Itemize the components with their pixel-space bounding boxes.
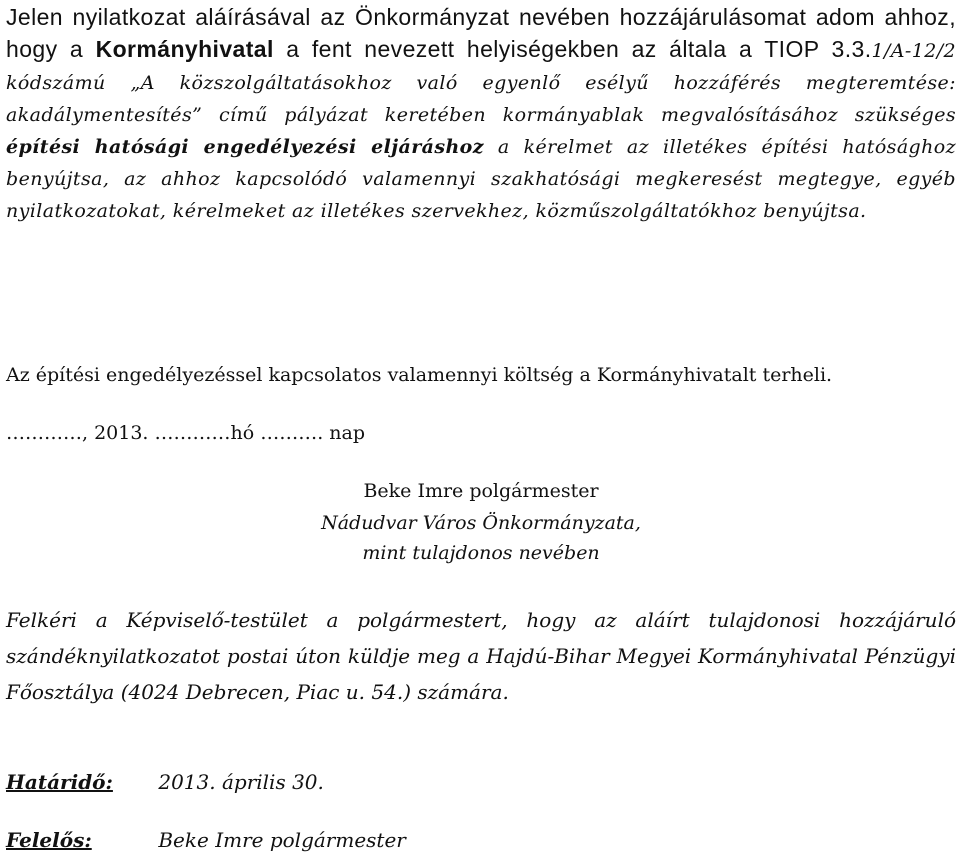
signatory-name: Beke Imre polgármester	[363, 480, 599, 502]
signatory-capacity: mint tulajdonos nevében	[362, 542, 600, 564]
consent-project: 1/A-12/2 kódszámú „A közszolgáltatásokhoz való egyenlő esélyű hozzáférés megteremtése: akadálymentesítés” című pályázat keretében kormányablak megvalósításához szükséges	[6, 40, 957, 126]
responsible-value: Beke Imre polgármester	[158, 828, 406, 852]
deadline-row	[6, 770, 324, 794]
deadline-value: 2013. április 30.	[158, 770, 324, 794]
consent-agency: Kormányhivatal	[95, 36, 274, 62]
responsible-label: Felelős:	[6, 828, 92, 852]
request-paragraph: Felkéri a Képviselő-testület a polgármestert, hogy az aláírt tulajdonosi hozzájáruló szándéknyilatkozatot postai úton küldje meg a Hajdú-Bihar Megyei Kormányhivatal Pénzügyi Főosztálya (4024 Debrecen, Piac u. 54.) számára.	[6, 608, 956, 704]
consent-intro: Jelen nyilatkozat aláírásával az Önkormányzat nevében hozzájárulásomat adom ahhoz, hogy a	[6, 4, 956, 62]
consent-procedure: építési hatósági engedélyezési eljáráshoz	[6, 136, 484, 158]
cost-paragraph: Az építési engedélyezéssel kapcsolatos valamennyi költség a Kormányhivatalt terheli.	[6, 364, 833, 386]
date-line: …………, 2013. …………hó ………. nap	[6, 422, 366, 444]
signatory-organization: Nádudvar Város Önkormányzata,	[321, 512, 641, 534]
consent-paragraph	[6, 2, 956, 227]
consent-premises: a fent nevezett helyiségekben az általa a TIOP 3.3.	[273, 36, 872, 62]
responsible-row	[6, 828, 406, 852]
deadline-label: Határidő:	[6, 770, 113, 794]
consent-actions: a kérelmet az illetékes építési hatósághoz benyújtsa, az ahhoz kapcsolódó valamennyi szakhatósági megkeresést megtegye, egyéb nyilatkozatokat, kérelmeket az illetékes szervekhez, közműszolgáltatókhoz benyújtsa.	[6, 136, 956, 222]
